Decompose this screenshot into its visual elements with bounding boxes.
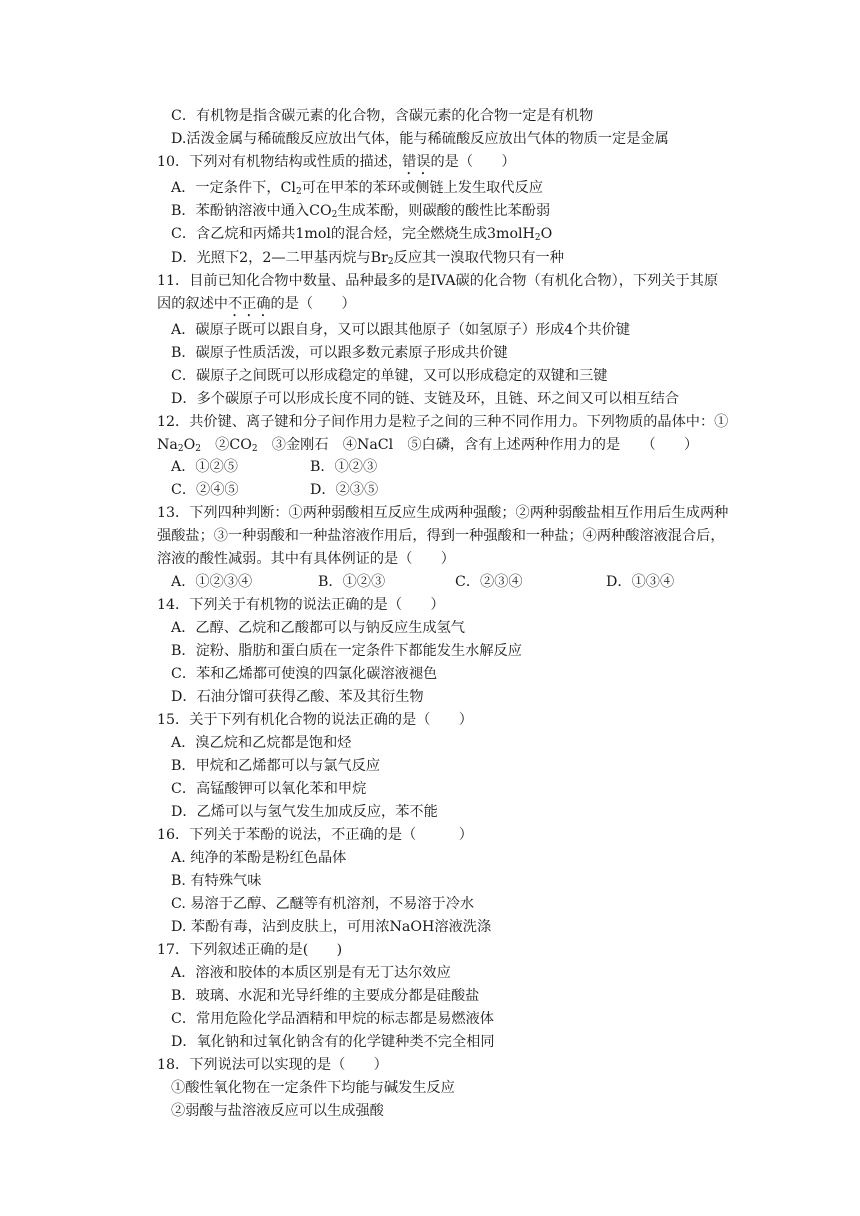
q17-option-d: D．氧化钠和过氧化钠含有的化学键种类不完全相同: [171, 1034, 495, 1050]
q12-option-d: D．②③⑤: [310, 482, 379, 498]
q10-option-d: D．光照下2，2—二甲基丙烷与$Br_2$反应其一溴取代物只有一种: [171, 250, 564, 267]
q14-option-c: C．苯和乙烯都可使溴的四氯化碳溶液褪色: [171, 666, 438, 682]
q15-option-a: A．溴乙烷和乙烷都是饱和烃: [171, 735, 352, 751]
q17-option-c: C．常用危险化学品酒精和甲烷的标志都是易燃液体: [171, 1011, 494, 1027]
q11-option-c: C．碳原子之间既可以形成稳定的单键，又可以形成稳定的双键和三键: [171, 368, 608, 384]
q16-option-d: D. 苯酚有毒，沾到皮肤上，可用浓NaOH溶液洗涤: [171, 919, 492, 935]
q9-option-d: D.活泼金属与稀硫酸反应放出气体，能与稀硫酸反应放出气体的物质一定是金属: [171, 131, 669, 147]
q14-option-b: B．淀粉、脂肪和蛋白质在一定条件下都能发生水解反应: [171, 643, 522, 659]
q10-option-c: C．含乙烷和丙烯共1mol的混合烃，完全燃烧生成3molH$_2$O: [171, 226, 553, 243]
q13-stem-line2: 强酸盐；③一种弱酸和一种盐溶液作用后，得到一种强酸和一种盐；④两种酸溶液混合后，: [157, 528, 725, 544]
q11-stem-line1: 11．目前已知化合物中数量、品种最多的是IVA碳的化合物（有机化合物），下列关于其原: [157, 273, 719, 289]
q11-stem-line2: 因的叙述中不正确的是（ ）: [157, 296, 356, 312]
q18-statement-1: ①酸性氧化物在一定条件下均能与碱发生反应: [171, 1080, 455, 1096]
q17-stem: 17．下列叙述正确的是( ): [157, 942, 343, 958]
q16-option-b: B. 有特殊气味: [171, 873, 262, 889]
q12-option-a: A．①②⑤: [171, 459, 238, 475]
q12-stem-line1: 12．共价键、离子键和分子间作用力是粒子之间的三种不同作用力。下列物质的晶体中：①: [157, 414, 729, 430]
q11-option-b: B．碳原子性质活泼，可以跟多数元素原子形成共价键: [171, 345, 508, 361]
q10-option-b: B．苯酚钠溶液中通入$CO_2$生成苯酚，则碳酸的酸性比苯酚弱: [171, 203, 551, 220]
q11-option-d: D．多个碳原子可以形成长度不同的链、支链及环，且链、环之间又可以相互结合: [171, 391, 679, 407]
q12-option-b: B．①②③: [310, 459, 378, 475]
q12-option-c: C．②④⑤: [171, 482, 239, 498]
q18-statement-2: ②弱酸与盐溶液反应可以生成强酸: [171, 1103, 384, 1119]
q14-option-a: A．乙醇、乙烷和乙酸都可以与钠反应生成氢气: [171, 620, 465, 636]
q17-option-b: B．玻璃、水泥和光导纤维的主要成分都是硅酸盐: [171, 988, 480, 1004]
q13-stem-line3: 溶液的酸性减弱。其中有具体例证的是（ ）: [157, 551, 455, 567]
q16-stem: 16．下列关于苯酚的说法，不正确的是（ ）: [157, 827, 473, 843]
q15-option-d: D．乙烯可以与氢气发生加成反应，苯不能: [171, 804, 438, 820]
q11-option-a: A．碳原子既可以跟自身，又可以跟其他原子（如氢原子）形成4个共价键: [171, 322, 631, 338]
q10-stem: 10．下列对有机物结构或性质的描述，错误的是（ ）: [157, 154, 516, 170]
q14-stem: 14．下列关于有机物的说法正确的是（ ）: [157, 597, 445, 613]
q12-stem-line2: $Na_2O_2$ $②CO_2$ ③金刚石 ④NaCl ⑤白磷，含有上述两种作用力的是 （ ）: [157, 437, 699, 454]
q13-option-c: C．②③④: [455, 574, 523, 590]
q15-option-b: B．甲烷和乙烯都可以与氯气反应: [171, 758, 381, 774]
q9-option-c: C．有机物是指含碳元素的化合物，含碳元素的化合物一定是有机物: [171, 108, 594, 124]
q18-stem: 18．下列说法可以实现的是（ ）: [157, 1057, 388, 1073]
q13-option-a: A．①②③④: [171, 574, 253, 590]
q15-option-c: C．高锰酸钾可以氧化苯和甲烷: [171, 781, 367, 797]
q17-option-a: A．溶液和胶体的本质区别是有无丁达尔效应: [171, 965, 451, 981]
q13-stem-line1: 13．下列四种判断：①两种弱酸相互反应生成两种强酸；②两种弱酸盐相互作用后生成两种: [157, 505, 729, 521]
q13-option-b: B．①②③: [318, 574, 386, 590]
q16-option-a: A. 纯净的苯酚是粉红色晶体: [171, 850, 347, 866]
q15-stem: 15．关于下列有机化合物的说法正确的是（ ）: [157, 712, 473, 728]
q16-option-c: C. 易溶于乙醇、乙醚等有机溶剂，不易溶于冷水: [171, 896, 475, 912]
q13-option-d: D．①③④: [606, 574, 675, 590]
q14-option-d: D．石油分馏可获得乙酸、苯及其衍生物: [171, 689, 424, 705]
q10-option-a: A．一定条件下，$Cl_2$可在甲苯的苯环或侧链上发生取代反应: [171, 180, 543, 197]
